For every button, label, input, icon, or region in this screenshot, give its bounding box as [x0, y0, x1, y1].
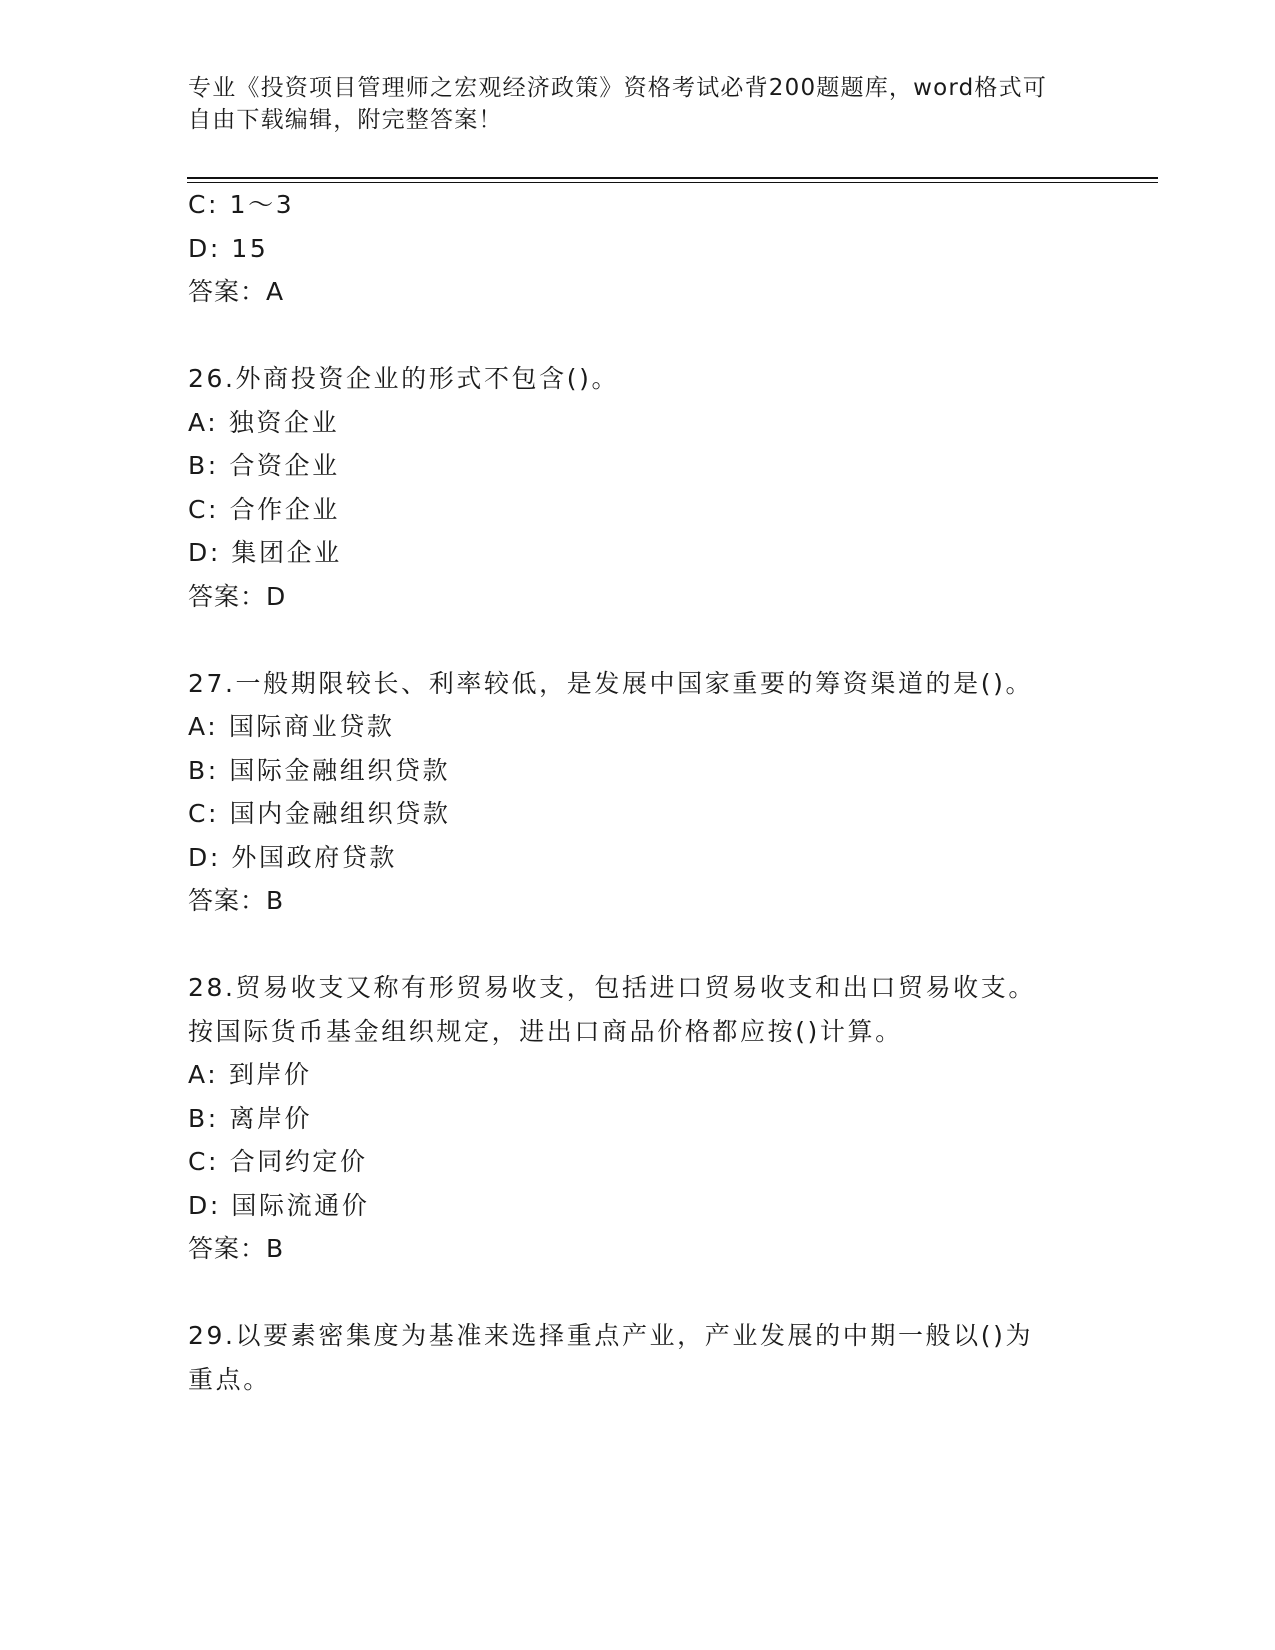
question-27-answer: 答案：B — [188, 886, 285, 915]
question-27-stem: 27.一般期限较长、利率较低，是发展中国家重要的筹资渠道的是()。 — [188, 669, 1034, 698]
header-divider-thick — [187, 177, 1158, 179]
header-title-line-1: 专业《投资项目管理师之宏观经济政策》资格考试必背200题题库，word格式可 — [188, 75, 1048, 101]
question-27-option-a: A: 国际商业贷款 — [188, 712, 395, 741]
prev-option-d: D: 15 — [188, 234, 269, 263]
question-27-option-d: D: 外国政府贷款 — [188, 843, 398, 872]
question-26-option-d: D: 集团企业 — [188, 538, 342, 567]
question-29-stem-line-1: 29.以要素密集度为基准来选择重点产业，产业发展的中期一般以()为 — [188, 1321, 1034, 1350]
question-26-option-c: C: 合作企业 — [188, 495, 341, 524]
prev-option-c: C: 1～3 — [188, 190, 295, 219]
prev-answer: 答案：A — [188, 277, 285, 306]
question-28-answer: 答案：B — [188, 1234, 285, 1263]
question-28-option-b: B: 离岸价 — [188, 1104, 313, 1133]
question-26-stem: 26.外商投资企业的形式不包含()。 — [188, 364, 620, 393]
question-26-option-a: A: 独资企业 — [188, 408, 340, 437]
document-header — [188, 72, 1068, 136]
question-27-option-c: C: 国内金融组织贷款 — [188, 799, 451, 828]
question-26-option-b: B: 合资企业 — [188, 451, 340, 480]
question-27-option-b: B: 国际金融组织贷款 — [188, 756, 451, 785]
question-29-stem-line-2: 重点。 — [188, 1365, 271, 1394]
header-title-line-2: 自由下载编辑，附完整答案！ — [188, 107, 503, 133]
question-28-option-d: D: 国际流通价 — [188, 1191, 370, 1220]
question-28-stem-line-1: 28.贸易收支又称有形贸易收支，包括进口贸易收支和出口贸易收支。 — [188, 973, 1036, 1002]
question-28-option-a: A: 到岸价 — [188, 1060, 312, 1089]
question-28-option-c: C: 合同约定价 — [188, 1147, 368, 1176]
question-26-answer: 答案：D — [188, 582, 287, 611]
question-28-stem-line-2: 按国际货币基金组织规定，进出口商品价格都应按()计算。 — [188, 1017, 903, 1046]
header-divider-thin — [187, 182, 1158, 183]
